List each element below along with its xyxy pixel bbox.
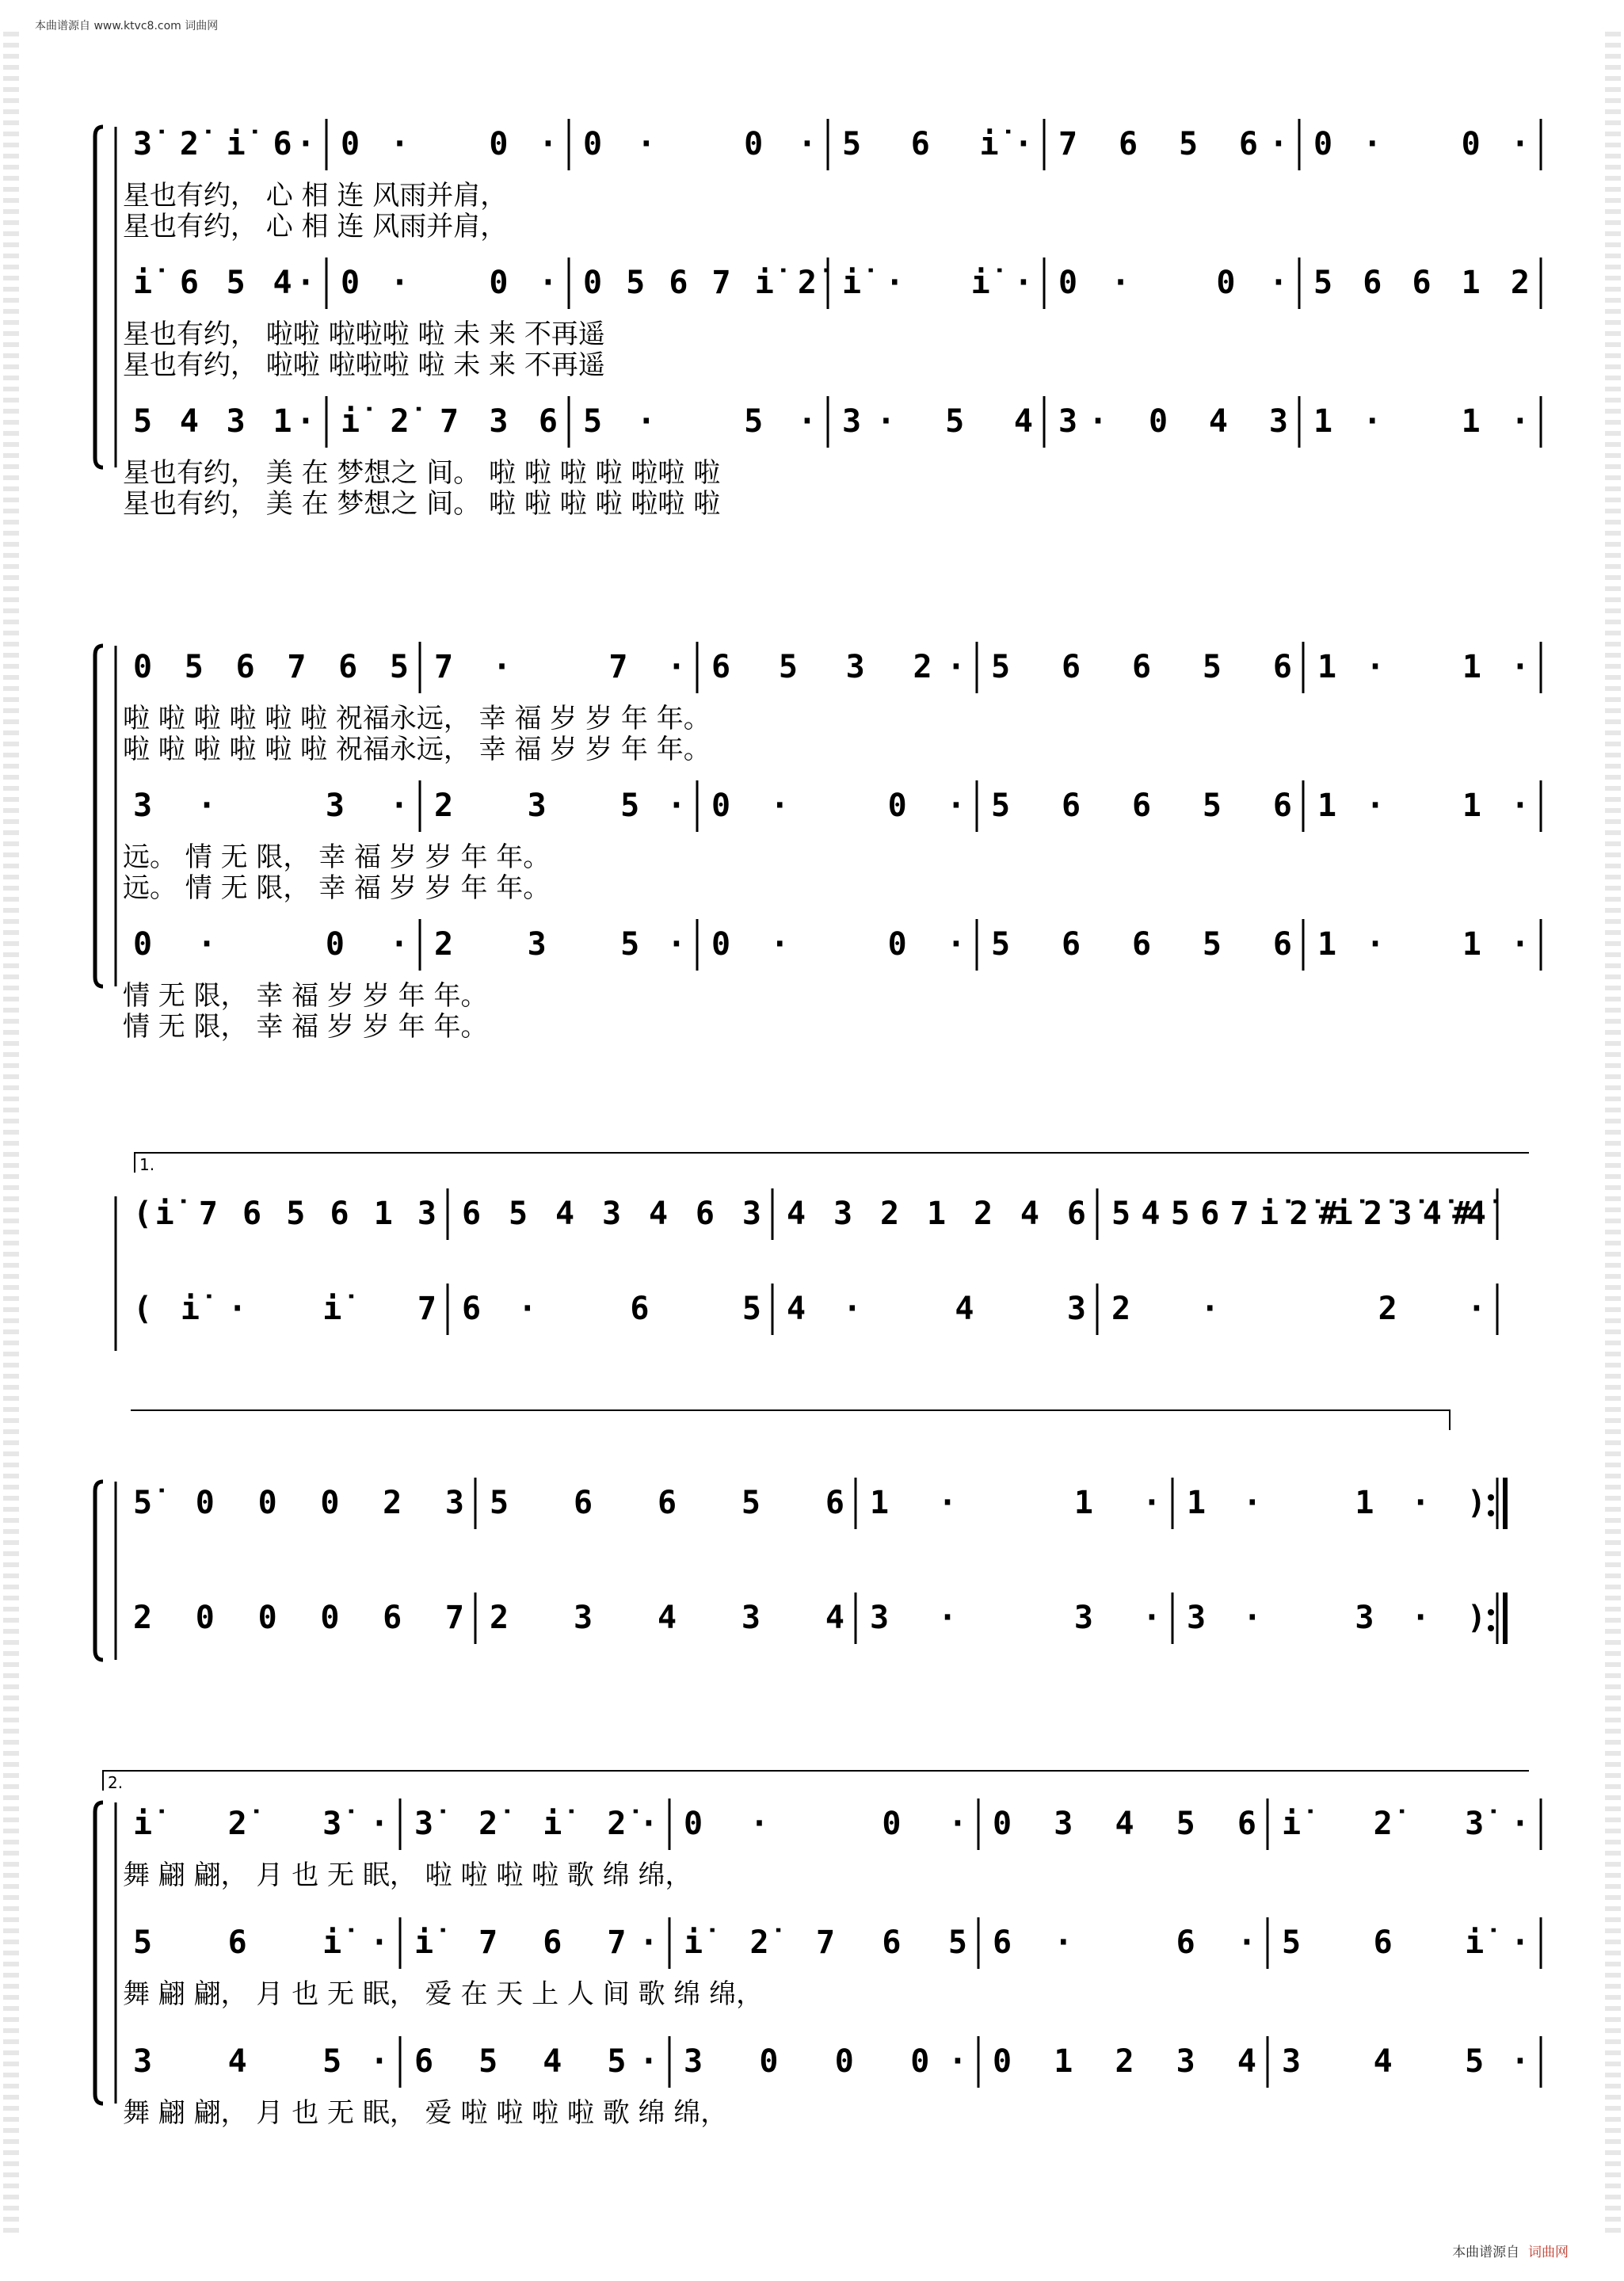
measure-notes: 6· 6· <box>993 1924 1256 1961</box>
measure-notes: 3̇ 2̇ i̇ 2̇· <box>414 1806 658 1842</box>
repeat-dot <box>1488 1625 1494 1631</box>
system-bracket <box>95 127 103 467</box>
footer-source-label: 本曲谱源自 <box>1452 2245 1520 2260</box>
footer-site-name: 词曲网 <box>1528 2245 1569 2260</box>
measure-notes: 3 0 0 0· <box>684 2043 967 2080</box>
measure-notes: 3· 0 4 3 <box>1058 403 1288 440</box>
measure-notes: 0· 0· <box>711 926 966 963</box>
lyric-line: 舞 翩 翩， 月 也 无 眠， 爱 在 天 上 人 间 歌 绵 绵， <box>123 1978 764 2010</box>
lyric-line: 星也有约， 心 相 连 风雨并肩， <box>123 211 508 242</box>
header-source-note: 本曲谱源自 www.ktvc8.com 词曲网 <box>35 20 219 32</box>
measure-notes: 5̇ 0 0 0 2 3 <box>133 1485 464 1521</box>
measure-notes: 0· 0· <box>133 926 409 963</box>
measure-notes: 2 3 5· <box>434 788 686 824</box>
measure-notes: 5 6 6 5 6 <box>490 1485 844 1521</box>
lyric-line: 啦 啦 啦 啦 啦 啦 祝福永远， 幸 福 岁 岁 年 年。 <box>123 703 711 734</box>
measure-notes: 0· 0· <box>1058 265 1288 301</box>
measure-notes: i̇ 2̇ 7 3 6 <box>341 403 558 440</box>
measure-notes: 0 5 6 7 6 5 <box>133 649 409 685</box>
measure-notes: 3· 3· <box>870 1600 1161 1636</box>
measure-notes: 1· 1· <box>870 1485 1161 1521</box>
measure-notes: 5 4 5 6 7 i̇ 2̇ #i̇ 2̇ 3̇ 4̇ #4̇ <box>1111 1196 1486 1232</box>
measure-notes: 5 6 6 5 6 <box>991 926 1292 963</box>
measure-notes: 6 5 3 2· <box>711 649 966 685</box>
measure-notes: i̇ 2̇ 7 6 5 <box>684 1924 967 1961</box>
measure-notes: (i̇ 7 6 5 6 1 3 <box>133 1196 436 1232</box>
measure-notes: (i̇· i̇ 7 <box>133 1291 436 1327</box>
measure-notes: 4 3 2 1 2 4 6 <box>787 1196 1086 1232</box>
lyric-line: 舞 翩 翩， 月 也 无 眠， 爱 啦 啦 啦 啦 歌 绵 绵， <box>123 2097 728 2129</box>
measure-notes: 5· 5· <box>583 403 817 440</box>
measure-notes: i̇ 6 5 4· <box>133 265 315 301</box>
measure-notes: 6· 6 5 <box>462 1291 761 1327</box>
lyric-line: 星也有约， 啦啦 啦啦啦 啦 未 来 不再遥 <box>123 319 605 350</box>
volta-label: 1. <box>139 1155 155 1174</box>
lyric-line: 远。 情 无 限， 幸 福 岁 岁 年 年。 <box>123 841 551 873</box>
measure-notes: 5 6 6 1 2 <box>1313 265 1530 301</box>
measure-notes: 3̇ 2̇ i̇ 6· <box>133 126 315 162</box>
lyric-line: 舞 翩 翩， 月 也 无 眠， 啦 啦 啦 啦 歌 绵 绵， <box>123 1860 692 1891</box>
measure-notes: 1· 1· <box>1317 788 1530 824</box>
lyric-line: 情 无 限， 幸 福 岁 岁 年 年。 <box>123 980 488 1012</box>
measure-notes: 0· 0· <box>583 126 817 162</box>
measure-notes: 2 0 0 0 6 7 <box>133 1600 464 1636</box>
measure-notes: 3· 3·) <box>1187 1600 1486 1636</box>
footer-source-note <box>1452 2241 1569 2260</box>
measure-notes: 2 3 4 3 4 <box>490 1600 844 1636</box>
system-bracket <box>95 1802 103 2104</box>
measure-notes: i̇ 7 6 7· <box>414 1924 658 1961</box>
measure-notes: i̇ 2̇ 3̇· <box>1282 1806 1530 1842</box>
measure-notes: 3 4 5· <box>133 2043 389 2080</box>
volta-bracket <box>103 1771 1529 1791</box>
measure-notes: 1· 1· <box>1317 649 1530 685</box>
measure-notes: 5 6 i̇· <box>842 126 1033 162</box>
lyric-line: 星也有约， 美 在 梦想之 间。 啦 啦 啦 啦 啦啦 啦 <box>123 457 721 489</box>
lyric-line: 星也有约， 美 在 梦想之 间。 啦 啦 啦 啦 啦啦 啦 <box>123 488 721 520</box>
measure-notes: 0· 0· <box>341 126 558 162</box>
measure-notes: 5 6 i̇· <box>133 1924 389 1961</box>
measure-notes: 7· 7· <box>434 649 686 685</box>
system-bracket <box>95 646 103 986</box>
repeat-dot <box>1488 1510 1494 1516</box>
volta-label: 2. <box>108 1773 124 1792</box>
repeat-dot <box>1488 1494 1494 1501</box>
measure-notes: 3 4 5· <box>1282 2043 1530 2080</box>
measure-notes: 5 6 i̇· <box>1282 1924 1530 1961</box>
measure-notes: 7 6 5 6· <box>1058 126 1288 162</box>
measure-notes: 1· 1·) <box>1187 1485 1486 1521</box>
measure-notes: 6 5 4 5· <box>414 2043 658 2080</box>
measure-notes: 5 6 6 5 6 <box>991 788 1292 824</box>
measure-notes: i̇· i̇· <box>842 265 1033 301</box>
measure-notes: 3· 5 4 <box>842 403 1033 440</box>
measure-notes: 6 5 4 3 4 6 3 <box>462 1196 761 1232</box>
measure-notes: 3· 3· <box>133 788 409 824</box>
measure-notes: 1· 1· <box>1317 926 1530 963</box>
lyric-line: 星也有约， 心 相 连 风雨并肩， <box>123 180 508 212</box>
measure-notes: 0· 0· <box>1313 126 1530 162</box>
measure-notes: 2 3 5· <box>434 926 686 963</box>
system-bracket <box>95 1482 103 1660</box>
measure-notes: 0 1 2 3 4 <box>993 2043 1256 2080</box>
measure-notes: i̇ 2̇ 3̇· <box>133 1806 389 1842</box>
repeat-dot <box>1488 1609 1494 1615</box>
measure-notes: 0 5 6 7 i̇ 2̇ <box>583 265 817 301</box>
measure-notes: 0· 0· <box>711 788 966 824</box>
lyric-line: 星也有约， 啦啦 啦啦啦 啦 未 来 不再遥 <box>123 349 605 381</box>
volta-bracket <box>135 1153 1529 1173</box>
measure-notes: 5 6 6 5 6 <box>991 649 1292 685</box>
lyric-line: 情 无 限， 幸 福 岁 岁 年 年。 <box>123 1011 488 1043</box>
measure-notes: 1· 1· <box>1313 403 1530 440</box>
measure-notes: 0· 0· <box>341 265 558 301</box>
measure-notes: 2· 2· <box>1111 1291 1486 1327</box>
volta-end-line <box>131 1410 1450 1430</box>
measure-notes: 0· 0· <box>684 1806 967 1842</box>
lyric-line: 远。 情 无 限， 幸 福 岁 岁 年 年。 <box>123 872 551 904</box>
lyric-line: 啦 啦 啦 啦 啦 啦 祝福永远， 幸 福 岁 岁 年 年。 <box>123 734 711 765</box>
measure-notes: 4· 4 3 <box>787 1291 1086 1327</box>
measure-notes: 0 3 4 5 6 <box>993 1806 1256 1842</box>
measure-notes: 5 4 3 1· <box>133 403 315 440</box>
